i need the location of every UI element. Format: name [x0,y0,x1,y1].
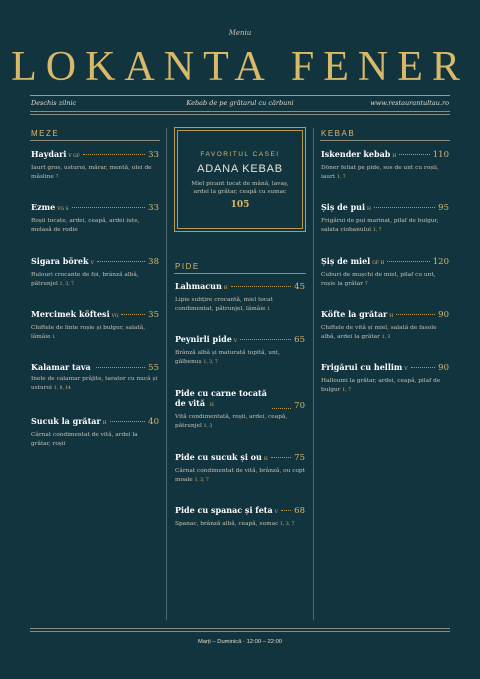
leader-dots [121,314,145,315]
menu-item [321,362,449,395]
allergen-codes: 7 [55,174,59,180]
item-price: 55 [148,363,159,373]
allergen-codes: 1, 3, 7 [59,281,74,287]
item-price: 35 [148,310,159,320]
leader-dots [272,408,291,409]
menu-item [175,388,305,431]
featured-price: 105 [230,200,250,210]
diet-tag: V [404,367,408,372]
menu-item [175,334,305,367]
item-description: Iaurt gros, usturoi, mărar, mentă, ulei de măsline 7 [31,165,152,180]
item-name: Ezme [31,202,56,212]
diet-tag: H [392,154,397,159]
item-name: Șiș de miel [321,256,371,266]
diet-tag: H [367,207,371,212]
allergen-codes: 1, 3 [203,423,213,429]
diet-tag: H [102,421,107,426]
allergen-codes: 1, 3, 7 [280,522,295,527]
item-description: Vită condimentată, roșii, ardei, ceapă, pătrunjel 1, 3 [175,414,288,429]
menu-item [175,505,305,530]
tagline-text: Kebab de pe grătarul cu cărbuni [186,99,294,107]
diet-tag: H [389,314,394,319]
item-price: 90 [438,363,449,373]
item-name: Pide cu carne tocată de vită H [175,388,267,408]
item-description: Inele de calamar prăjite, tarator cu nucă și usturoi 1, 8, 14 [31,376,158,391]
diet-tag: GF H [372,261,385,266]
item-name: Pide cu spanac și feta [175,505,273,515]
item-name: Iskender kebab [321,149,391,159]
diet-tag: V [233,339,238,344]
leader-dots [240,339,291,340]
menu-item [31,416,159,449]
website-link[interactable]: www.restaurantultau.ro [370,99,449,107]
diet-tag: V [90,261,94,266]
leader-dots [110,421,146,422]
item-description: Cuburi de mușchi de miel, pilaf cu unt, roșie la grătar 7 [321,272,436,287]
section-rule-kebab [320,140,450,141]
header-rule-bottom-1 [30,111,450,112]
restaurant-title: LOKANTA FENER [11,44,469,90]
item-price: 90 [438,310,449,320]
allergen-codes: 1, 8, 14 [53,385,71,391]
item-description: Cârnat condimentat de vită, ardei la grătar, roșii [31,432,138,447]
menu-item [321,309,449,342]
opening-hours: Marți – Duminică · 12:00 – 22:00 [197,639,283,645]
item-name: Sucuk la grătar [31,416,101,426]
menu-item [321,149,449,182]
allergen-codes: 1, 7 [372,227,382,233]
allergen-codes: 1, 7 [342,387,351,393]
item-price: 68 [294,506,305,516]
item-name: Șiș de pui [321,202,366,212]
section-heading-meze: MEZE [31,129,60,138]
item-name: Sigara börek [31,256,89,266]
item-price: 110 [432,150,449,160]
leader-dots [396,314,435,315]
item-description: Brânză albă și maturată topită, unt, gălbenuș 1, 3, 7 [175,350,280,365]
item-price: 45 [294,282,305,292]
leader-dots [97,261,145,262]
item-name: Mercimek köftesi [31,309,110,319]
featured-dish-box [174,127,306,232]
item-description: Chiftele de vită și miel, salată de fasole albă, ardei la grătar 1, 3 [321,325,437,340]
menu-item [175,281,305,314]
leader-dots [281,510,291,511]
menu-label: Meniu [228,29,252,37]
featured-dish-inner [177,130,303,229]
leader-dots [83,154,145,155]
item-price: 40 [148,417,159,427]
item-price: 33 [148,203,159,213]
item-description: Roșii tocate, ardei, ceapă, ardei iute, melasă de rodie [31,218,140,233]
item-description: Halloumi la grătar, ardei, ceapă, pilaf de bulgur 1, 7 [321,378,441,393]
item-description: Cârnat condimentat de vită, brânză, ou copt moale 1, 3, 7 [175,468,305,483]
leader-dots [271,457,291,458]
menu-item [31,309,159,342]
allergen-codes: 7 [364,281,368,287]
featured-name: ADANA KEBAB [197,163,283,175]
open-daily-text: Deschis zilnic [31,99,77,107]
item-name: Frigărui cu hellim [321,362,403,372]
section-rule-pide [174,273,306,274]
leader-dots [387,261,429,262]
footer-rule-1 [30,628,450,629]
leader-dots [72,207,146,208]
section-rule-meze [30,140,160,141]
leader-dots [374,207,435,208]
item-name: Köfte la grătar [321,309,388,319]
item-name: Peynirli pide [175,334,232,344]
allergen-codes: 1, 3 [381,334,391,340]
item-name: Kalamar tava [31,362,91,372]
item-description: Döner feliat pe pide, sos de unt cu roșii, iaurt 1, 7 [321,165,439,180]
leader-dots [231,286,291,287]
section-heading-pide: PIDE [175,262,200,271]
menu-item [31,149,159,182]
diet-tag: V GF [68,154,80,159]
footer-rule-2 [30,631,450,632]
menu-item [175,452,305,485]
header-rule-bottom-2 [30,114,450,115]
allergen-codes: 1, 3, 7 [203,359,218,365]
header-rule-top [30,95,450,96]
item-price: 65 [294,335,305,345]
diet-tag: V [274,510,278,515]
menu-item [31,256,159,289]
diet-tag: H [263,457,268,462]
item-name: Pide cu sucuk și ou [175,452,262,462]
allergen-codes: 1 [267,306,271,312]
item-description: Frigărui de pui marinat, pilaf de bulgur, salata ciobanului 1, 7 [321,218,439,233]
leader-dots [399,154,429,155]
item-name: Lahmacun [175,281,222,291]
leader-dots [411,367,436,368]
allergen-codes: 1, 3, 7 [194,477,209,483]
diet-tag: H [209,403,214,408]
item-price: 95 [438,203,449,213]
item-description: Spanac, brânză albă, ceapă, sumac 1, 3, 7 [175,521,295,527]
allergen-codes: 1, 7 [337,174,346,180]
item-price: 38 [148,257,159,267]
item-name: Haydari [31,149,67,159]
leader-dots [96,367,145,368]
item-price: 33 [148,150,159,160]
item-description: Lipie subțire crocantă, miel tocat condimentat, pătrunjel, lămâie 1 [175,297,273,312]
item-description: Chiftele de linte roșie și bulgur, salată, lămâie 1 [31,325,146,340]
item-price: 75 [294,453,305,463]
featured-description: Miel picant tocat de mână, lavaș, ardei la grătar, ceapă cu sumac [191,181,289,195]
column-divider-left [166,128,167,620]
item-description: Rulouri crocante de foi, brânză albă, pătrunjel 1, 3, 7 [31,272,139,287]
diet-tag: H [223,286,228,291]
menu-item [31,202,159,235]
menu-item [321,202,449,235]
item-price: 120 [432,257,449,267]
menu-item [31,362,159,393]
diet-tag: VG S [57,207,69,212]
column-divider-right [313,128,314,620]
menu-item [321,256,449,289]
section-heading-kebab: KEBAB [321,129,356,138]
item-price: 70 [294,401,305,411]
allergen-codes: 1 [52,334,56,340]
diet-tag: VG [111,314,119,319]
featured-label: FAVORITUL CASEI [200,151,280,158]
